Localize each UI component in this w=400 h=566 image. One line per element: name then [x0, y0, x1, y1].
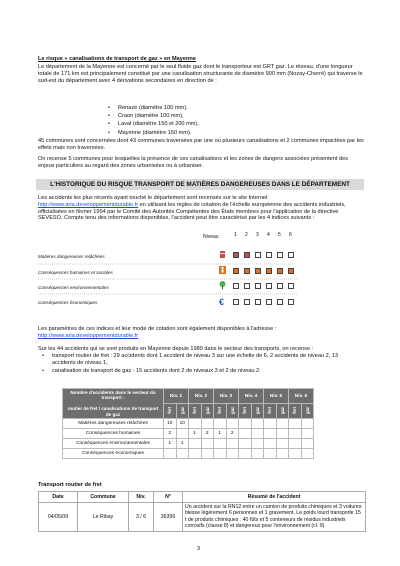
list-item: • Craon (diamètre 100 mm),	[118, 112, 199, 120]
level-square	[288, 283, 294, 289]
table-header: Niv. 2	[189, 389, 214, 404]
euro-icon	[219, 297, 224, 307]
count-cell: 10	[176, 419, 189, 429]
table-subheader: fret	[214, 404, 227, 419]
fret-accident-table	[38, 491, 366, 532]
count-cell	[214, 439, 227, 449]
level-square	[233, 299, 239, 305]
list-item: • Renazé (diamètre 100 mm),	[118, 104, 199, 112]
row-label: Conséquences environnementales	[63, 439, 164, 449]
level-square	[255, 268, 261, 274]
level-square	[266, 299, 272, 305]
table-body	[63, 419, 314, 459]
table-header: Niv. 1	[164, 389, 189, 404]
table-row	[63, 439, 314, 449]
count-cell	[301, 419, 314, 429]
row-label: Conséquences humaines	[63, 429, 164, 439]
level-number: 1	[234, 232, 237, 238]
row-label: Conséquences économiques	[63, 449, 164, 459]
table-header: Niv. 5	[264, 389, 289, 404]
level-square	[244, 268, 250, 274]
para-communes: 45 communes sont concernées dont 43 communes traversées par une ou plusieurs canalisations et 2 communes impactées par les effets mais non traversées.	[38, 138, 364, 151]
count-cell	[201, 419, 214, 429]
count-cell	[289, 439, 302, 449]
list-item: • Mayenne (diamètre 150 mm).	[118, 129, 199, 137]
tree-icon	[220, 281, 226, 289]
count-cell	[251, 419, 264, 429]
count-cell: 2	[226, 429, 239, 439]
count-cell	[201, 439, 214, 449]
count-cell	[251, 429, 264, 439]
count-cell	[226, 439, 239, 449]
table-header: Niv.	[129, 492, 154, 503]
count-cell	[214, 419, 227, 429]
summary-cell: Un accident sur la RN12 entre un camion de produits chimiques et 3 voitures blesse légèrement 6 personnes et 1 gravement. Le poids lourd transporte 15 t de produits chimiques : 40 fûts et 5 conteneurs de résidus industriels corrosifs (classe 8) et dangereux pour l'environnement (cl. 9).	[183, 503, 366, 532]
level-number: 3	[256, 232, 259, 238]
table-header: Date	[39, 492, 78, 503]
table-subheader: fret	[239, 404, 252, 419]
drum-icon	[220, 251, 225, 258]
table-subheader: gaz	[301, 404, 314, 419]
count-cell: 1	[164, 439, 177, 449]
table-subheader: gaz	[226, 404, 239, 419]
branch-list	[118, 104, 199, 137]
level-header: Niveau	[203, 234, 219, 240]
level-square	[266, 283, 272, 289]
list-item: • canalisation de transport de gaz : 15 accidents dont 2 de niveaux 3 et 2 de niveau 2.	[52, 368, 362, 375]
count-cell	[176, 429, 189, 439]
para-params: Les paramètres de ces indices et leur mode de cotation sont également disponibles à l'adresse : http://www.aria.developpementdurable.fr	[38, 326, 277, 339]
count-cell: 2	[201, 429, 214, 439]
count-cell	[289, 419, 302, 429]
count-cell	[176, 449, 189, 459]
level-square	[233, 268, 239, 274]
table-row	[63, 429, 314, 439]
page-number: 3	[197, 546, 200, 552]
table-subheader: fret	[264, 404, 277, 419]
count-cell	[289, 449, 302, 459]
table-subheader: gaz	[176, 404, 189, 419]
level-square	[288, 252, 294, 258]
level-square	[266, 268, 272, 274]
aria-link-2[interactable]: http://www.aria.developpementdurable.fr	[38, 332, 139, 339]
para-network: Le département de la Mayenne est concerné par le seul fluide gaz dont le transporteur est GRT gaz. Le réseau, d'une longueur totale de 171 km est principalement constitué par une canalisation structurante de diamètre 900 mm (Nozay-Cherré) qui traverse le sud-est du département avec 4 dérivations secondaires en direction de :	[38, 64, 363, 84]
count-cell	[239, 449, 252, 459]
count-cell	[189, 419, 202, 429]
table-header: Résumé de l'accident	[183, 492, 366, 503]
fret-table-title: Transport routier de fret	[38, 482, 102, 488]
para-aria: Les accidents les plus récents ayant touché le département sont recensés sur le site Internet http://www.aria.developpementdurable.fr en utilisant les règles de cotation de l'échelle européenne des accidents industriels, officialisées en février 1994 par le Comité des Autorités Compétentes des États membres pour l'application de la directive SEVESO. Compte tenu des informations disponibles, l'accident peut être caractérisé par les 4 indices suivants :	[38, 195, 346, 222]
level-square	[277, 299, 283, 305]
table-corner: Nombre d'accidents dans le secteur du transport : routier de fret / canalisations de transport de gaz	[63, 389, 164, 419]
section-title: L'HISTORIQUE DU RISQUE TRANSPORT DE MATIÈRES DANGEREUSES DANS LE DÉPARTEMENT	[36, 179, 364, 190]
table-subheader: fret	[289, 404, 302, 419]
count-cell: 1	[189, 429, 202, 439]
level-square	[244, 283, 250, 289]
count-cell	[239, 439, 252, 449]
level-cell: 3 / 6	[129, 503, 154, 532]
level-square	[255, 299, 261, 305]
count-cell	[301, 439, 314, 449]
count-cell: 2	[164, 429, 177, 439]
risk-title: Le risque « canalisations de transport de gaz » en Mayenne	[38, 56, 196, 62]
count-cell: 10	[164, 419, 177, 429]
count-cell	[251, 449, 264, 459]
index-label: Matières dangereuses relâchées	[38, 254, 105, 259]
list-item: • Laval (diamètre 150 et 200 mm),	[118, 120, 199, 128]
para-issues: On recense 5 communes pour lesquelles la présence de ces canalisations et les zones de dangers associées présentent des enjeux particuliers au regard des zones urbanisées ou à urbaniser.	[38, 156, 349, 169]
person-icon	[219, 266, 226, 274]
level-square	[277, 252, 283, 258]
level-square	[255, 252, 261, 258]
count-cell: 1	[214, 429, 227, 439]
table-header: Niv. 4	[239, 389, 264, 404]
table-subheader: fret	[164, 404, 177, 419]
count-cell	[201, 449, 214, 459]
level-number: 6	[289, 232, 292, 238]
level-number: 2	[245, 232, 248, 238]
count-cell	[276, 449, 289, 459]
count-cell	[276, 439, 289, 449]
accident-list	[52, 353, 362, 374]
count-cell	[264, 429, 277, 439]
table-header: Commune	[78, 492, 129, 503]
table-header: N°	[154, 492, 183, 503]
index-label: Conséquences humaines et sociales	[38, 270, 113, 275]
para-accidents: Sur les 44 accidents qui se sont produits en Mayenne depuis 1989 dans le secteur des transports, on recense :	[38, 346, 314, 352]
table-subheader: gaz	[201, 404, 214, 419]
count-cell	[226, 449, 239, 459]
level-square	[233, 252, 239, 258]
table-row	[39, 503, 366, 532]
count-cell	[239, 429, 252, 439]
count-cell	[189, 449, 202, 459]
table-header: Niv. 3	[214, 389, 239, 404]
count-cell	[239, 419, 252, 429]
table-header: Niv. 6	[289, 389, 314, 404]
table-subheader: gaz	[276, 404, 289, 419]
table-subheader: gaz	[251, 404, 264, 419]
count-cell	[164, 449, 177, 459]
level-square	[244, 252, 250, 258]
count-cell	[276, 429, 289, 439]
level-square	[233, 283, 239, 289]
count-cell	[289, 429, 302, 439]
count-cell	[276, 419, 289, 429]
count-cell: 1	[176, 439, 189, 449]
level-square	[277, 268, 283, 274]
index-label: Conséquences environnementales	[38, 285, 109, 290]
count-cell	[301, 449, 314, 459]
table-subheader: fret	[189, 404, 202, 419]
level-square	[288, 299, 294, 305]
level-square	[266, 252, 272, 258]
table-row	[63, 419, 314, 429]
count-cell	[264, 419, 277, 429]
row-label: Matières dangereuses relâchées	[63, 419, 164, 429]
level-square	[277, 283, 283, 289]
count-cell	[189, 439, 202, 449]
level-number: 4	[267, 232, 270, 238]
count-cell	[264, 449, 277, 459]
count-cell	[226, 419, 239, 429]
level-square	[244, 299, 250, 305]
number-cell: 36396	[154, 503, 183, 532]
commune-cell: Le Ribay	[78, 503, 129, 532]
count-cell	[264, 439, 277, 449]
level-square	[255, 283, 261, 289]
accident-count-table	[62, 388, 314, 459]
svg-text:€: €	[219, 297, 225, 307]
count-cell	[301, 429, 314, 439]
list-item: • transport routier de fret : 29 accidents dont 1 accident de niveau 3 sur une échelle de 6, 2 accidents de niveau 2, 13 accidents de niveau 1,	[52, 353, 362, 367]
index-label: Conséquences économiques	[38, 300, 98, 305]
date-cell: 04/05/09	[39, 503, 78, 532]
level-number: 5	[278, 232, 281, 238]
table-row	[63, 449, 314, 459]
count-cell	[251, 439, 264, 449]
count-cell	[214, 449, 227, 459]
aria-link[interactable]: http://www.aria.developpementdurable.fr	[38, 201, 139, 208]
level-square	[288, 268, 294, 274]
